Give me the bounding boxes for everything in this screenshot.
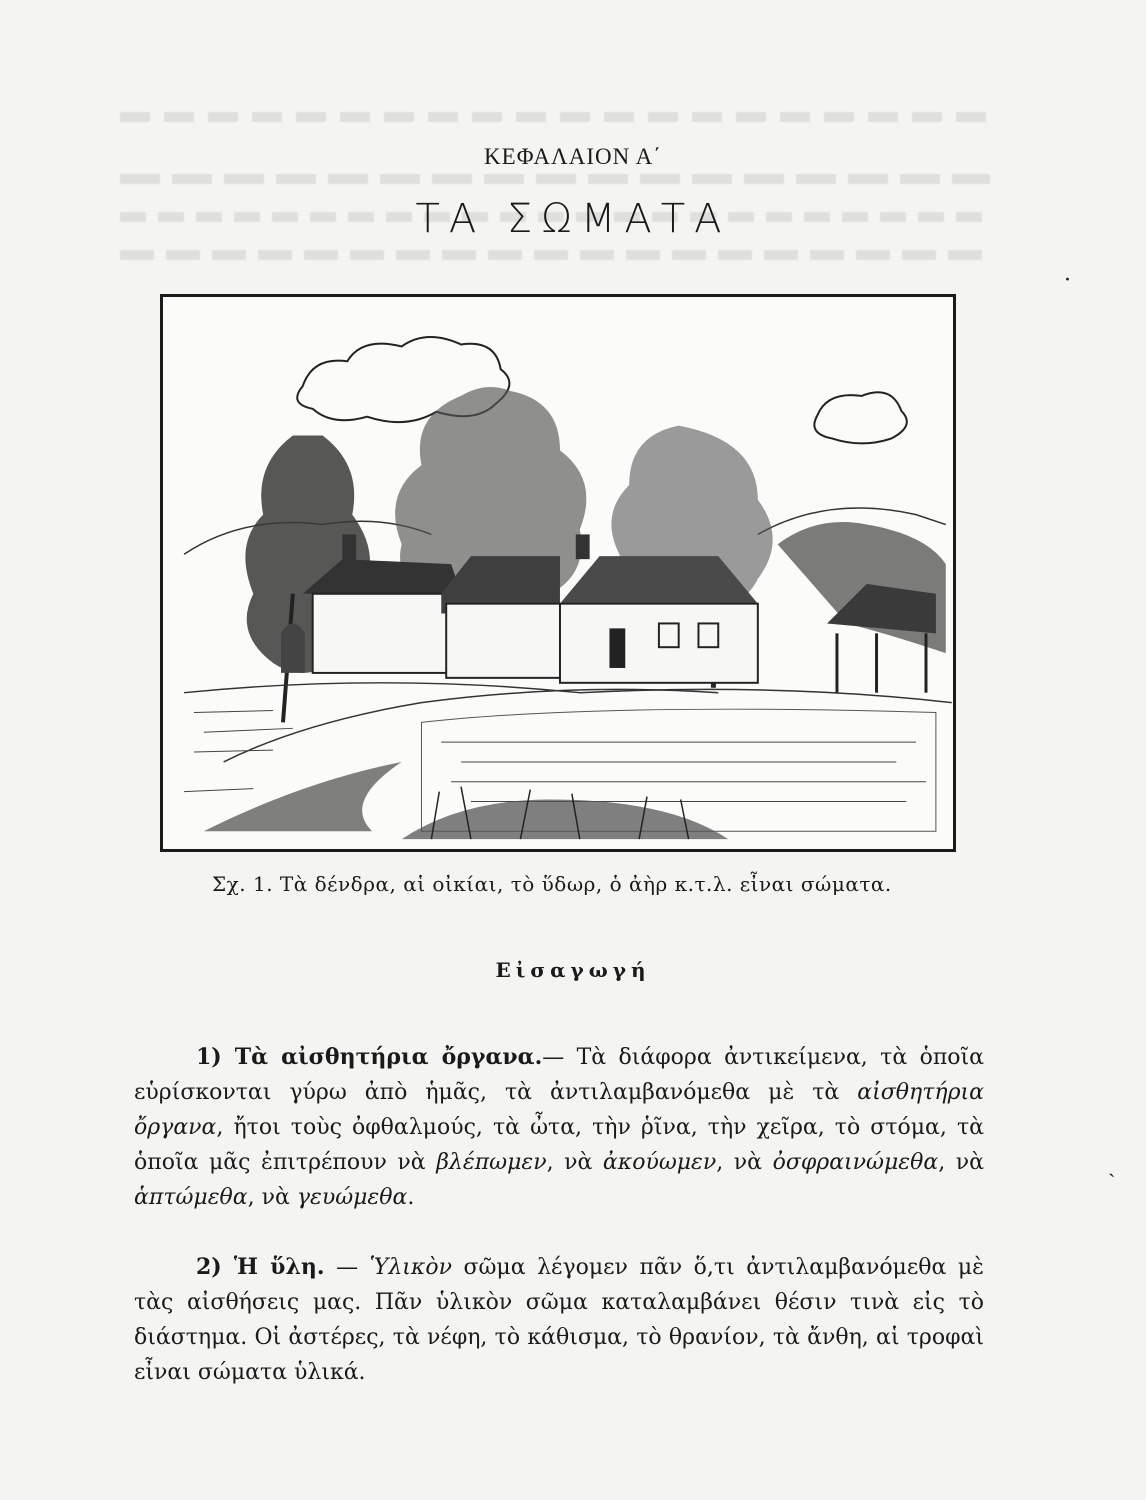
italic-term: ὀσφραινώμεθα: [772, 1150, 939, 1175]
chapter-label: ΚΕΦΑΛΑΙΟΝ Α΄: [484, 144, 662, 169]
text-run: , νὰ: [716, 1150, 773, 1175]
dash: —: [542, 1045, 577, 1070]
section-title: Εἰσαγωγή: [495, 958, 651, 982]
bleed-through-text: [120, 60, 990, 288]
text-run: , νὰ: [938, 1150, 984, 1175]
chapter-title: ΤΑ ΣΩΜΑΤΑ: [415, 196, 731, 242]
paragraph-matter: [134, 1250, 984, 1390]
italic-term: αἰσθητήρια ὄργανα: [134, 1080, 984, 1140]
margin-tick: ˎ: [1108, 1153, 1116, 1178]
paragraph-heading: 2) Ἡ ὕλη.: [196, 1254, 325, 1280]
italic-term: Ὑλικὸν: [369, 1255, 452, 1280]
italic-term: ἀκούωμεν: [602, 1150, 717, 1175]
text-run: Τὰ διάφορα ἀντικείμενα, τὰ ὁποῖα εὑρίσκονται γύρω ἀπὸ ἡμᾶς, τὰ ἀντιλαμβανόμεθα μὲ τὰ: [134, 1045, 985, 1105]
text-run: , νὰ: [247, 1185, 297, 1210]
margin-speck: ·: [1064, 268, 1071, 293]
figure-village-illustration: [160, 294, 956, 852]
village-sketch: [163, 297, 953, 849]
italic-term: ἁπτώμεθα: [134, 1185, 248, 1210]
text-run: , νὰ: [546, 1150, 603, 1175]
paragraph-heading: 1) Τὰ αἰσθητήρια ὄργανα.: [196, 1044, 543, 1070]
text-run: σῶμα λέγομεν πᾶν ὅ,τι ἀντιλαμβανόμεθα μὲ τὰς αἰσθήσεις μας. Πᾶν ὑλικὸν σῶμα καταλαμβάνει θέσιν τινὰ εἰς τὸ διάστημα. Οἱ ἀστέρες, τὰ νέφη, τὸ κάθισμα, τὸ θρανίον, τὰ ἄνθη, αἱ τροφαὶ εἶναι σώματα ὑλικά.: [134, 1255, 984, 1385]
dash: —: [324, 1255, 370, 1280]
italic-term: βλέπωμεν: [436, 1150, 547, 1175]
figure-caption: Σχ. 1. Τὰ δένδρα, αἱ οἰκίαι, τὸ ὕδωρ, ὁ ἀὴρ κ.τ.λ. εἶναι σώματα.: [212, 872, 892, 896]
paragraph-sense-organs: [134, 1040, 984, 1215]
italic-term: γευώμεθα: [296, 1185, 408, 1210]
text-run: .: [407, 1185, 415, 1210]
text-run: , ἤτοι τοὺς ὀφθαλμούς, τὰ ὦτα, τὴν ῥῖνα, τὴν χεῖρα, τὸ στόμα, τὰ ὁποῖα μᾶς ἐπιτρέπουν νὰ: [134, 1115, 984, 1175]
